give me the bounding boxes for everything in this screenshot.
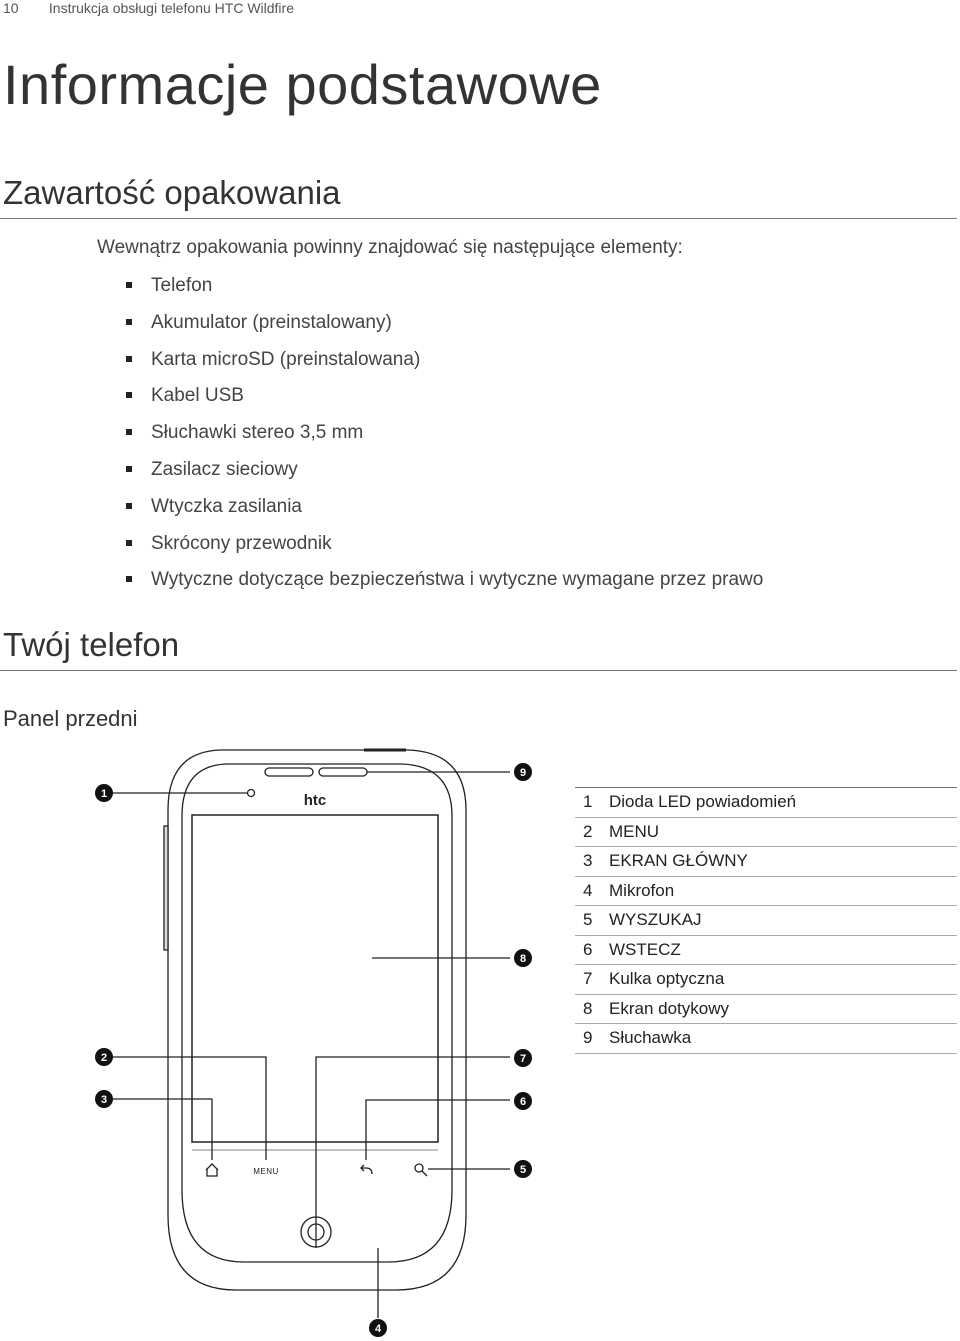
bullet-icon xyxy=(126,356,132,362)
legend-row xyxy=(575,965,957,995)
legend-label: Kulka optyczna xyxy=(609,969,725,988)
section-heading-contents: Zawartość opakowania xyxy=(3,174,341,211)
phone-front-diagram xyxy=(0,740,575,1341)
legend-row xyxy=(575,877,957,907)
page-number: 10 xyxy=(3,0,19,16)
bullet-icon xyxy=(126,540,132,546)
list-item xyxy=(124,381,763,418)
legend-number: 1 xyxy=(583,792,593,811)
callout-9: 9 xyxy=(519,767,527,779)
list-item xyxy=(124,418,763,455)
section-divider xyxy=(0,218,957,219)
legend-label: EKRAN GŁÓWNY xyxy=(609,851,748,870)
callout-8: 8 xyxy=(519,953,527,965)
list-item-text: Słuchawki stereo 3,5 mm xyxy=(151,422,364,444)
bullet-icon xyxy=(126,503,132,509)
phone-body-outline xyxy=(168,750,466,1290)
legend-number: 6 xyxy=(583,939,593,959)
legend-number: 7 xyxy=(583,969,593,988)
bullet-icon xyxy=(126,429,132,435)
list-item xyxy=(124,271,763,308)
notification-led xyxy=(248,790,255,797)
legend-number: 2 xyxy=(583,821,593,841)
legend-number: 9 xyxy=(583,1028,593,1047)
legend-row xyxy=(575,847,957,877)
callout-3: 3 xyxy=(100,1094,108,1106)
earpiece xyxy=(265,768,313,776)
callout-5: 5 xyxy=(519,1164,527,1176)
legend-row xyxy=(575,788,957,818)
list-item-text: Zasilacz sieciowy xyxy=(151,458,298,480)
legend-row xyxy=(575,818,957,848)
list-item xyxy=(124,455,763,492)
list-item-text: Akumulator (preinstalowany) xyxy=(151,311,392,333)
volume-key xyxy=(164,826,168,950)
list-item xyxy=(124,529,763,566)
list-item-text: Wtyczka zasilania xyxy=(151,495,302,517)
page-header xyxy=(3,0,294,16)
legend-label: Dioda LED powiadomień xyxy=(609,792,797,811)
legend-number: 8 xyxy=(583,998,593,1018)
legend-label: Ekran dotykowy xyxy=(609,998,729,1018)
bullet-icon xyxy=(126,466,132,472)
list-item xyxy=(124,492,763,529)
list-item xyxy=(124,565,763,602)
list-item-text: Telefon xyxy=(151,275,213,296)
list-item-text: Kabel USB xyxy=(151,385,244,407)
phone-bezel xyxy=(182,764,452,1262)
page-title: Informacje podstawowe xyxy=(3,53,602,116)
legend-number: 4 xyxy=(583,880,593,900)
legend-label: WSTECZ xyxy=(609,939,681,959)
bullet-icon xyxy=(126,282,132,288)
back-icon xyxy=(361,1165,372,1174)
legend-label: Słuchawka xyxy=(609,1028,692,1047)
legend-label: Mikrofon xyxy=(609,880,675,900)
legend-number: 3 xyxy=(583,851,593,870)
touch-screen xyxy=(192,815,438,1142)
bullet-icon xyxy=(126,319,132,325)
section-divider xyxy=(0,670,957,671)
bullet-icon xyxy=(126,392,132,398)
package-items-list xyxy=(124,271,763,602)
parts-legend-table xyxy=(575,787,957,1054)
list-item xyxy=(124,345,763,382)
search-icon xyxy=(415,1164,423,1172)
subheading-front-panel: Panel przedni xyxy=(3,706,138,731)
section-heading-phone: Twój telefon xyxy=(3,626,180,663)
legend-row xyxy=(575,1024,957,1054)
bullet-icon xyxy=(126,576,132,582)
home-icon xyxy=(206,1164,218,1176)
callout-2: 2 xyxy=(100,1052,108,1064)
list-item-text: Wytyczne dotyczące bezpieczeństwa i wytyczne wymagane przez prawo xyxy=(151,569,764,591)
callout-7: 7 xyxy=(519,1053,527,1065)
list-item xyxy=(124,308,763,345)
legend-number: 5 xyxy=(583,910,593,929)
legend-row xyxy=(575,936,957,966)
legend-label: MENU xyxy=(609,821,660,841)
htc-logo: htc xyxy=(303,792,327,809)
legend-row xyxy=(575,995,957,1025)
menu-key-label: MENU xyxy=(253,1167,279,1176)
callout-6: 6 xyxy=(519,1096,527,1108)
callout-1: 1 xyxy=(100,788,108,800)
intro-text: Wewnątrz opakowania powinny znajdować się następujące elementy: xyxy=(97,237,683,258)
list-item-text: Skrócony przewodnik xyxy=(151,532,332,554)
running-title: Instrukcja obsługi telefonu HTC Wildfire xyxy=(48,0,294,16)
legend-row xyxy=(575,906,957,936)
callout-4: 4 xyxy=(374,1323,382,1335)
list-item-text: Karta microSD (preinstalowana) xyxy=(151,348,421,370)
legend-label: WYSZUKAJ xyxy=(609,910,702,929)
